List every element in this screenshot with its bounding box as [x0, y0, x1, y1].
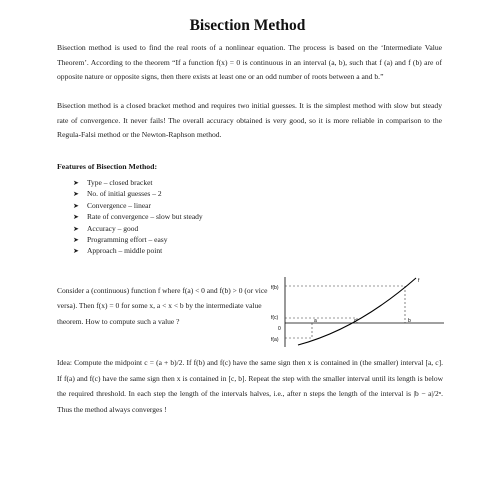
list-item	[73, 200, 203, 211]
bisection-diagram	[268, 275, 448, 355]
zero-label: 0	[278, 326, 281, 332]
arrow-bullet-icon: ➤	[73, 247, 79, 256]
features-heading: Features of Bisection Method:	[57, 162, 158, 171]
intro-paragraph: Bisection method is used to find the real roots of a nonlinear equation. The process is based on the ‘Intermediate Value Theorem’. According to the theorem “If a function f(x) = 0 is continuous in an interval (a, b), such that f (a) and f (b) are of opposite nature or opposite signs, then there exists at least one or an odd number of roots between a and b.”	[57, 43, 442, 82]
c-label: c	[354, 318, 357, 324]
fa-label: f(a)	[271, 337, 279, 343]
f-label: f	[418, 278, 420, 284]
idea-paragraph: Idea: Compute the midpoint c = (a + b)/2. If f(b) and f(c) have the same sign then x is contained in (the smaller) interval [a, c]. If f(a) and f(c) have the same sign then x is contained in [c, b]. Repeat the step with the smaller interval until its length is below the required threshold. In each step the length of the intervals halves, i.e., after n steps the length of the interval is |b − a|/2ⁿ. Thus the method always converges !	[57, 358, 443, 414]
a-label: a	[314, 318, 317, 324]
feature-text: Type – closed bracket	[87, 178, 153, 187]
arrow-bullet-icon: ➤	[73, 235, 79, 244]
list-item	[73, 223, 203, 234]
features-list	[73, 177, 203, 257]
list-item	[73, 234, 203, 245]
feature-text: No. of initial guesses – 2	[87, 189, 162, 199]
description-paragraph: Bisection method is a closed bracket method and requires two initial guesses. It is the simplest method with slow but steady rate of convergence. It never fails! The overall accuracy obtained is very good, so it is more reliable in comparison to the Regula-Falsi method or the Newton-Raphson method.	[57, 101, 442, 140]
arrow-bullet-icon: ➤	[73, 179, 79, 187]
theorem-paragraph: Consider a (continuous) function f where f(a) < 0 and f(b) > 0 (or vice versa). Then f(x) = 0 for some x, a < x < b by the intermediate value theorem. How to compute such a value ?	[57, 286, 268, 326]
arrow-bullet-icon: ➤	[73, 190, 79, 199]
arrow-bullet-icon: ➤	[73, 201, 79, 210]
fc-label: f(c)	[271, 315, 279, 321]
function-curve	[298, 278, 416, 345]
b-label: b	[408, 318, 411, 324]
feature-text: Approach – middle point	[87, 246, 163, 256]
list-item	[73, 188, 203, 199]
feature-text: Rate of convergence – slow but steady	[87, 212, 203, 222]
arrow-bullet-icon: ➤	[73, 213, 79, 222]
list-item	[73, 245, 203, 256]
arrow-bullet-icon: ➤	[73, 224, 79, 233]
feature-text: Convergence – linear	[87, 200, 152, 210]
feature-text: Programming effort – easy	[87, 234, 168, 244]
list-item	[73, 177, 203, 188]
feature-text: Accuracy – good	[87, 223, 139, 233]
fb-label: f(b)	[271, 285, 279, 291]
page-title: Bisection Method	[189, 17, 306, 34]
list-item	[73, 211, 203, 222]
